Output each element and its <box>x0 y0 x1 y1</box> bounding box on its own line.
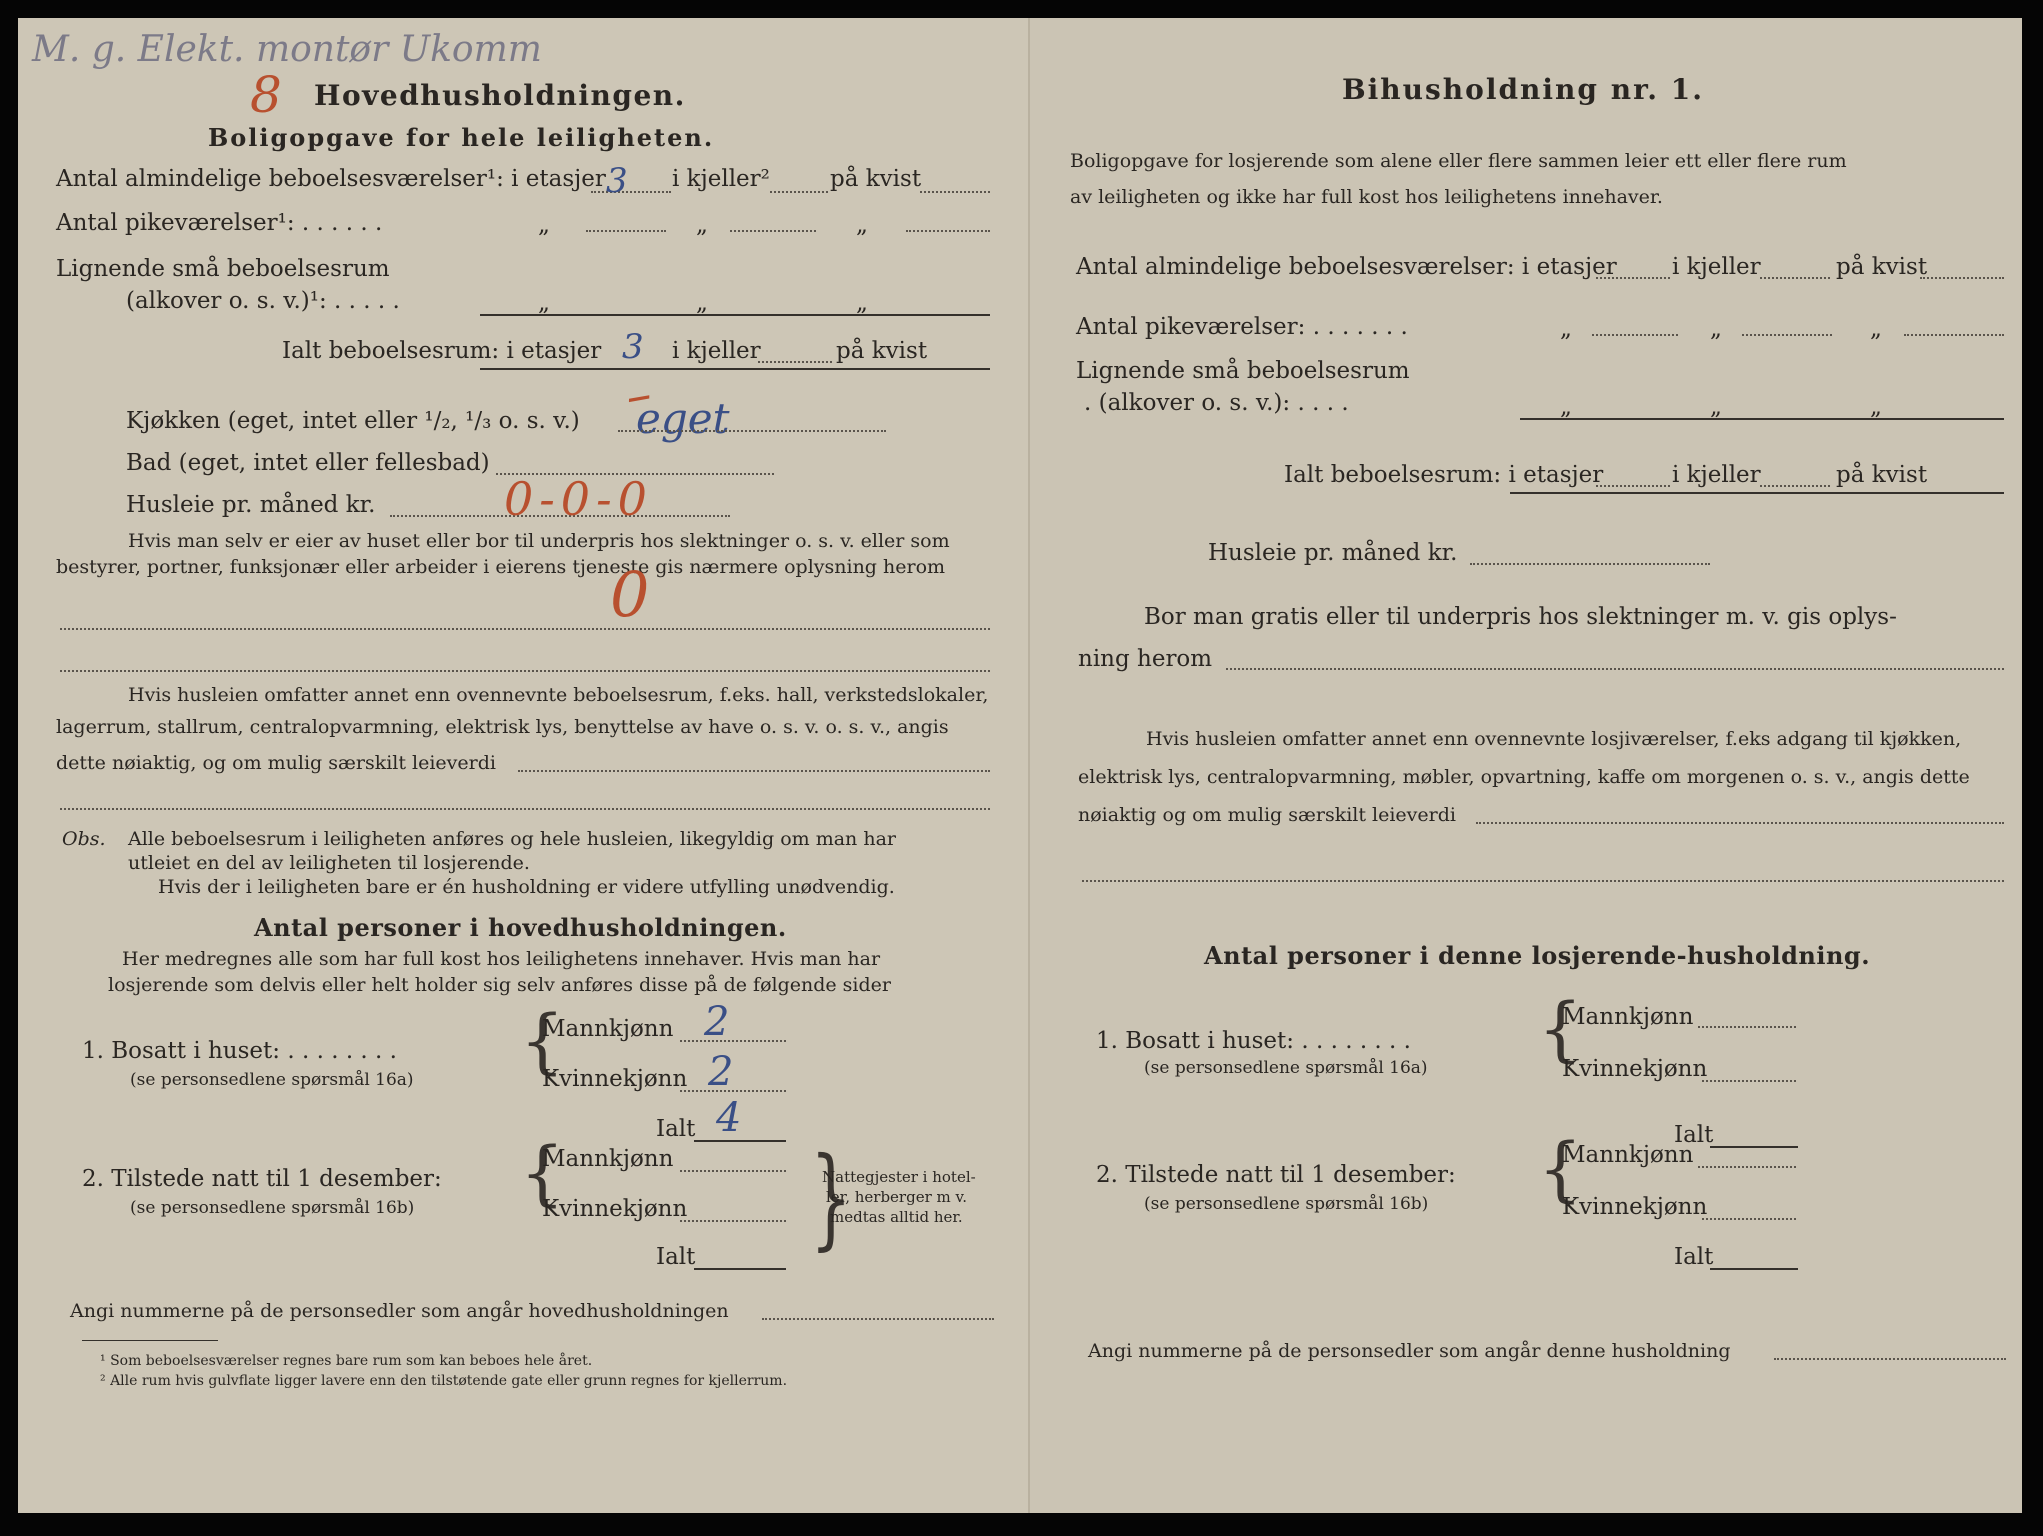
field-r-q1-ialt[interactable] <box>1710 1146 1798 1148</box>
ditto-mark: „ <box>696 290 708 316</box>
omfatter-text-1: Hvis husleien omfatter annet enn ovennevnte beboelsesrum, f.eks. hall, verkstedslokaler, <box>128 684 989 706</box>
q1-bosatt: 1. Bosatt i huset: . . . . . . . . <box>82 1038 397 1064</box>
handwritten-kjokken: eget <box>636 394 730 443</box>
obs-text-2: utleiet en del av leiligheten til losjerende. <box>128 852 530 874</box>
field-r-q1-mannkjonn[interactable] <box>1698 1026 1796 1028</box>
q2-subtext: (se personsedlene spørsmål 16b) <box>130 1198 415 1218</box>
field-r-q2-kvinnekjonn[interactable] <box>1702 1218 1796 1220</box>
handwritten-q1-ialt: 4 <box>716 1095 742 1141</box>
field-q2-kvinnekjonn[interactable] <box>680 1220 786 1222</box>
brace: { <box>520 1000 565 1082</box>
field-r-kvist[interactable] <box>1920 277 2004 279</box>
r-omfatter-text-1: Hvis husleien omfatter annet enn ovennevnte losjiværelser, f.eks adgang til kjøkken, <box>1146 728 1962 750</box>
field-angi-nummerne[interactable] <box>762 1318 994 1320</box>
footnote-2: ² Alle rum hvis gulvflate ligger lavere enn den tilstøtende gate eller grunn regnes for kjellerrum. <box>100 1373 788 1389</box>
r-omfatter-text-3: nøiaktig og om mulig særskilt leieverdi <box>1078 804 1456 826</box>
label-pikevaerelser: Antal pikeværelser¹: . . . . . . <box>56 210 383 236</box>
handwritten-husleie: 0-0-0 <box>504 472 653 526</box>
field-alkover-line[interactable] <box>480 314 990 316</box>
label-r-kvist: på kvist <box>1836 254 1928 280</box>
ditto-mark: „ <box>1870 316 1882 342</box>
ditto-mark: „ <box>856 212 868 238</box>
right-page-bihusholdning <box>1030 18 2022 1513</box>
nattegjester-text-2: ler, herberger m v. <box>826 1188 967 1206</box>
label-q2-mannkjonn: Mannkjønn <box>542 1146 674 1172</box>
left-subtitle: Boligopgave for hele leiligheten. <box>208 123 715 152</box>
field-r-q2-mannkjonn[interactable] <box>1698 1166 1796 1168</box>
label-q2-ialt: Ialt <box>656 1244 696 1270</box>
field-q1-mannkjonn[interactable] <box>680 1040 786 1042</box>
right-intro-1: Boligopgave for losjerende som alene eller flere sammen leier ett eller flere rum <box>1070 150 1847 172</box>
field-eier-line-1[interactable] <box>60 628 990 630</box>
gratis-text-2: ning herom <box>1078 646 1213 672</box>
label-bad: Bad (eget, intet eller fellesbad) <box>126 450 490 476</box>
right-title: Bihusholdning nr. 1. <box>1342 73 1704 106</box>
red-dash-mark: – <box>621 364 656 426</box>
label-kvist: på kvist <box>830 166 922 192</box>
antal-text-2: losjerende som delvis eller helt holder sig selv anføres disse på de følgende sider <box>108 974 891 996</box>
nattegjester-text-1: Nattegjester i hotel- <box>822 1168 976 1186</box>
label-r-q2-ialt: Ialt <box>1674 1244 1714 1270</box>
right-intro-2: av leiligheten og ikke har full kost hos leilighetens innehaver. <box>1070 186 1663 208</box>
left-title: Hovedhusholdningen. <box>314 79 686 112</box>
field-pike-kjeller[interactable] <box>730 230 816 232</box>
field-ialt-kjeller[interactable] <box>758 361 832 363</box>
census-sheet <box>18 18 2022 1513</box>
closing-brace: } <box>810 1133 852 1261</box>
field-r-pike-kjeller[interactable] <box>1742 334 1832 336</box>
field-r-ialt-etasjer[interactable] <box>1596 485 1670 487</box>
label-q1-kvinnekjonn: Kvinnekjønn <box>542 1066 688 1092</box>
label-r-almindelige: Antal almindelige beboelsesværelser: i etasjer <box>1076 254 1617 280</box>
label-r-husleie: Husleie pr. måned kr. <box>1208 540 1458 566</box>
r-q2-tilstede: 2. Tilstede natt til 1 desember: <box>1096 1162 1456 1188</box>
ditto-mark: „ <box>1710 316 1722 342</box>
field-kvist[interactable] <box>920 191 990 193</box>
label-husleie: Husleie pr. måned kr. <box>126 492 376 518</box>
footnote-rule <box>82 1340 218 1341</box>
field-r-leieverdi[interactable] <box>1476 822 2004 824</box>
field-leieverdi[interactable] <box>518 770 990 772</box>
field-r-angi-nummerne[interactable] <box>1774 1358 2006 1360</box>
ditto-mark: „ <box>696 212 708 238</box>
field-r-pike-kvist[interactable] <box>1904 334 2004 336</box>
label-r-q2-mannkjonn: Mannkjønn <box>1562 1142 1694 1168</box>
eier-text-1: Hvis man selv er eier av huset eller bor til underpris hos slektninger o. s. v. eller som <box>128 530 950 552</box>
handwritten-etasjer: 3 <box>606 161 628 201</box>
handwritten-household-number: 8 <box>250 66 282 124</box>
ialt-underline <box>480 368 990 370</box>
field-r-husleie[interactable] <box>1470 563 1710 565</box>
field-r-etasjer[interactable] <box>1596 277 1670 279</box>
label-almindelige-vaerelser: Antal almindelige beboelsesværelser¹: i etasjer <box>56 166 606 192</box>
ditto-mark: „ <box>1870 394 1882 420</box>
label-r-q2-kvinnekjonn: Kvinnekjønn <box>1562 1194 1708 1220</box>
r-q2-subtext: (se personsedlene spørsmål 16b) <box>1144 1194 1429 1214</box>
brace: { <box>520 1132 565 1214</box>
handwritten-q1-mann: 2 <box>704 999 730 1045</box>
label-r-pikevaerelser: Antal pikeværelser: . . . . . . . <box>1076 314 1408 340</box>
label-r-ialt-etasjer: Ialt beboelsesrum: i etasjer <box>1284 462 1604 488</box>
r-q1-bosatt: 1. Bosatt i huset: . . . . . . . . <box>1096 1028 1411 1054</box>
gratis-text-1: Bor man gratis eller til underpris hos slektninger m. v. gis oplys- <box>1144 604 1897 630</box>
label-alkover: (alkover o. s. v.)¹: . . . . . <box>126 288 400 314</box>
label-r-q1-ialt: Ialt <box>1674 1122 1714 1148</box>
label-q1-ialt: Ialt <box>656 1116 696 1142</box>
q1-subtext: (se personsedlene spørsmål 16a) <box>130 1070 414 1090</box>
omfatter-text-2: lagerrum, stallrum, centralopvarmning, elektrisk lys, benyttelse av have o. s. v. o. s. v., angis <box>56 716 949 738</box>
label-q1-mannkjonn: Mannkjønn <box>542 1016 674 1042</box>
antal-personer-title: Antal personer i hovedhusholdningen. <box>254 913 787 942</box>
field-r-ialt-kjeller[interactable] <box>1760 485 1830 487</box>
field-leieverdi-line-2[interactable] <box>60 808 990 810</box>
handwritten-q1-kvinne: 2 <box>708 1049 734 1095</box>
ditto-mark: „ <box>538 290 550 316</box>
label-kjokken: Kjøkken (eget, intet eller ¹/₂, ¹/₃ o. s. v.) <box>126 408 580 434</box>
r-angi-nummerne: Angi nummerne på de personsedler som angår denne husholdning <box>1088 1340 1731 1362</box>
handwritten-zero-mark: 0 <box>610 558 650 631</box>
omfatter-text-3: dette nøiaktig, og om mulig særskilt leieverdi <box>56 752 496 774</box>
q2-tilstede: 2. Tilstede natt til 1 desember: <box>82 1166 442 1192</box>
footnote-1: ¹ Som beboelsesværelser regnes bare rum som kan beboes hele året. <box>100 1353 593 1369</box>
label-ialt-kvist: på kvist <box>836 338 928 364</box>
field-kjeller[interactable] <box>770 191 828 193</box>
label-lignende-rum: Lignende små beboelsesrum <box>56 256 390 282</box>
label-ialt-etasjer: Ialt beboelsesrum: i etasjer <box>282 338 602 364</box>
field-r-pike-etasjer[interactable] <box>1592 334 1678 336</box>
field-r-leieverdi-line-2[interactable] <box>1082 880 2004 882</box>
label-r-alkover: . (alkover o. s. v.): . . . . <box>1084 390 1349 416</box>
r-antal-personer-title: Antal personer i denne losjerende-husholdning. <box>1204 941 1871 970</box>
eier-text-2: bestyrer, portner, funksjonær eller arbeider i eierens tjeneste gis nærmere oplysning herom <box>56 556 946 578</box>
field-kjokken[interactable] <box>618 430 886 432</box>
field-q2-mannkjonn[interactable] <box>680 1170 786 1172</box>
label-r-q1-kvinnekjonn: Kvinnekjønn <box>1562 1056 1708 1082</box>
label-r-q1-mannkjonn: Mannkjønn <box>1562 1004 1694 1030</box>
label-r-lignende: Lignende små beboelsesrum <box>1076 358 1410 384</box>
r-q1-subtext: (se personsedlene spørsmål 16a) <box>1144 1058 1428 1078</box>
field-gratis[interactable] <box>1226 668 2004 670</box>
label-r-ialt-kvist: på kvist <box>1836 462 1928 488</box>
label-q2-kvinnekjonn: Kvinnekjønn <box>542 1196 688 1222</box>
brace: { <box>1538 988 1583 1070</box>
ditto-mark: „ <box>1560 394 1572 420</box>
label-r-ialt-kjeller: i kjeller <box>1672 462 1761 488</box>
label-ialt-kjeller: i kjeller <box>672 338 761 364</box>
ditto-mark: „ <box>538 212 550 238</box>
field-etasjer[interactable] <box>591 191 671 193</box>
left-page-hovedhusholdningen <box>18 18 1028 1513</box>
obs-text-1: Alle beboelsesrum i leiligheten anføres og hele husleien, likegyldig om man har <box>128 828 896 850</box>
field-eier-line-2[interactable] <box>60 670 990 672</box>
field-r-kjeller[interactable] <box>1760 277 1830 279</box>
obs-text-3: Hvis der i leiligheten bare er én husholdning er videre utfylling unødvendig. <box>158 876 895 898</box>
field-q2-ialt[interactable] <box>694 1268 786 1270</box>
obs-label: Obs. <box>62 828 106 850</box>
field-r-q2-ialt[interactable] <box>1710 1268 1798 1270</box>
angi-nummerne: Angi nummerne på de personsedler som angår hovedhusholdningen <box>70 1300 729 1322</box>
field-pike-kvist[interactable] <box>906 230 990 232</box>
r-ialt-underline <box>1510 492 2004 494</box>
antal-text-1: Her medregnes alle som har full kost hos leilighetens innehaver. Hvis man har <box>122 948 881 970</box>
nattegjester-text-3: medtas alltid her. <box>830 1208 963 1226</box>
label-kjeller: i kjeller² <box>672 166 770 192</box>
handwritten-occupation-note: M. g. Elekt. montør Ukomm <box>32 29 542 70</box>
field-r-alkover-line[interactable] <box>1520 418 2004 420</box>
brace: { <box>1538 1128 1583 1210</box>
handwritten-ialt-etasjer: 3 <box>622 327 644 367</box>
field-r-q1-kvinnekjonn[interactable] <box>1702 1080 1796 1082</box>
ditto-mark: „ <box>1710 394 1722 420</box>
label-r-kjeller: i kjeller <box>1672 254 1761 280</box>
r-omfatter-text-2: elektrisk lys, centralopvarmning, møbler, opvartning, kaffe om morgenen o. s. v., angis dette <box>1078 766 1970 788</box>
field-pike-etasjer[interactable] <box>586 230 666 232</box>
ditto-mark: „ <box>856 290 868 316</box>
ditto-mark: „ <box>1560 316 1572 342</box>
